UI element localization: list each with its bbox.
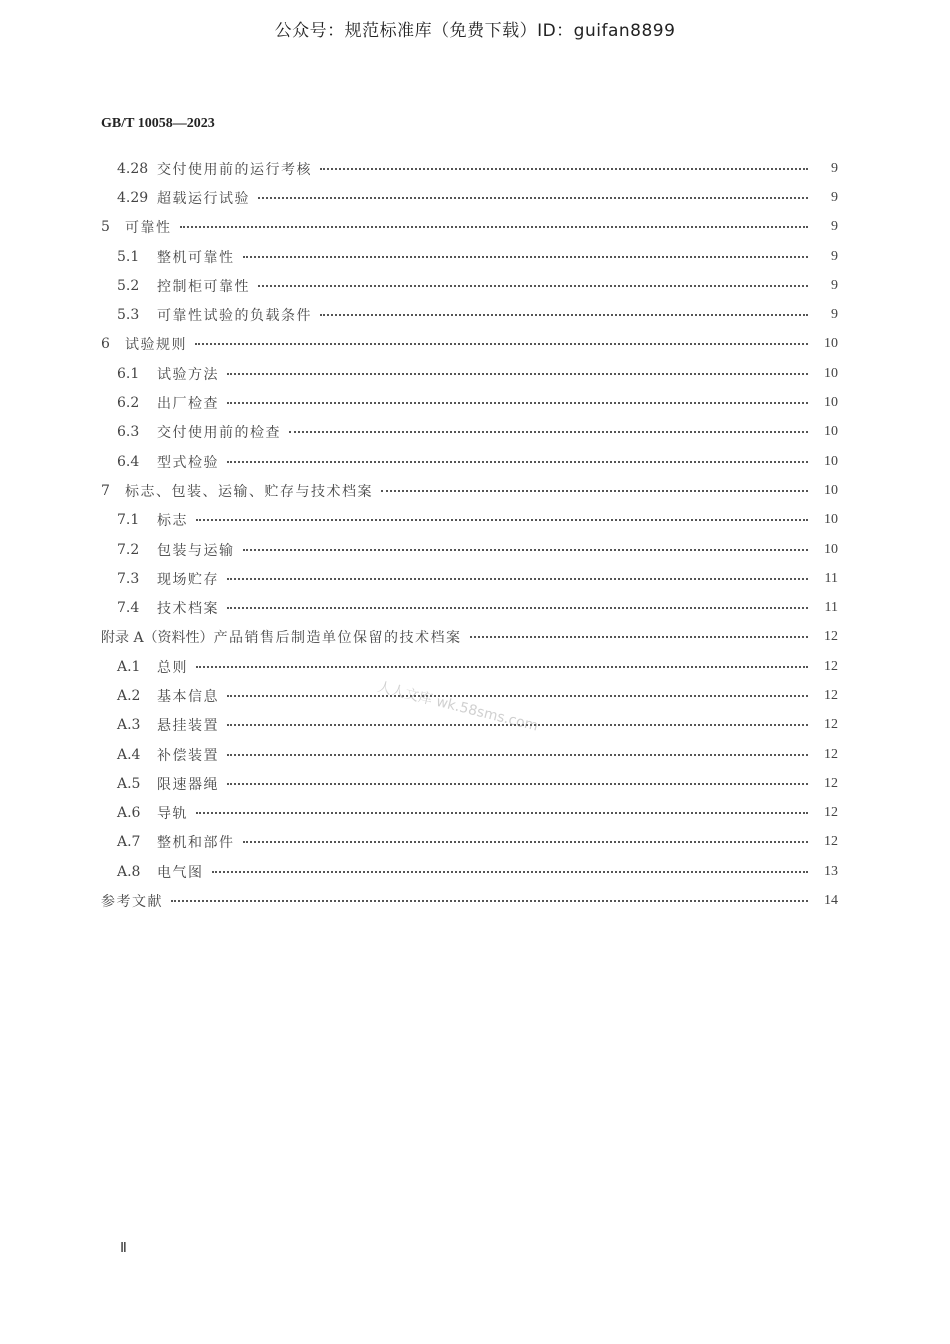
toc-dot-leader — [243, 250, 809, 258]
toc-entry-number: A.2 — [117, 687, 141, 704]
toc-dot-leader — [227, 367, 808, 375]
toc-entry-number: 6.4 — [117, 453, 140, 470]
toc-entry-title: 整机和部件 — [157, 835, 235, 852]
toc-entry-page: 11 — [824, 600, 838, 616]
toc-entry[interactable] — [101, 154, 838, 183]
toc-entry-number: 7.4 — [117, 600, 140, 617]
toc-dot-leader — [320, 162, 808, 170]
toc-entry-page: 12 — [824, 717, 838, 733]
toc-entry-title: 试验方法 — [157, 366, 219, 383]
toc-entry-page: 10 — [824, 424, 838, 440]
toc-entry-number: A.7 — [117, 834, 141, 851]
toc-entry-number: A.8 — [117, 863, 141, 880]
toc-dot-leader — [243, 543, 809, 551]
toc-entry-title: 产品销售后制造单位保留的技术档案 — [213, 630, 462, 647]
toc-entry[interactable] — [101, 857, 838, 886]
toc-entry-page: 12 — [824, 629, 838, 645]
toc-entry-page: 12 — [824, 687, 838, 703]
toc-entry-page: 11 — [824, 570, 838, 586]
toc-entry-title: 标志、包装、运输、贮存与技术档案 — [125, 483, 373, 500]
toc-entry-page: 10 — [824, 365, 838, 381]
toc-dot-leader — [470, 630, 808, 638]
toc-dot-leader — [212, 865, 809, 873]
toc-entry-page: 10 — [824, 336, 838, 352]
toc-entry-title: 技术档案 — [157, 601, 219, 618]
toc-dot-leader — [227, 396, 808, 404]
toc-dot-leader — [196, 806, 808, 814]
toc-entry[interactable] — [101, 799, 838, 828]
toc-dot-leader — [289, 425, 808, 433]
toc-entry[interactable] — [101, 506, 838, 535]
toc-entry[interactable] — [101, 271, 838, 300]
toc-entry-number: A.5 — [117, 775, 141, 792]
toc-entry-page: 12 — [824, 746, 838, 762]
toc-entry-number: A.4 — [117, 746, 141, 763]
toc-entry[interactable] — [101, 300, 838, 329]
toc-entry[interactable] — [101, 535, 838, 564]
toc-entry-page: 9 — [831, 277, 838, 293]
toc-dot-leader — [243, 835, 809, 843]
toc-entry-title: 型式检验 — [157, 454, 219, 471]
page-number: Ⅱ — [120, 1241, 127, 1256]
toc-entry[interactable] — [101, 828, 838, 857]
toc-entry-title: 交付使用前的运行考核 — [157, 161, 312, 178]
toc-entry[interactable] — [101, 476, 838, 505]
toc-dot-leader — [227, 601, 808, 609]
toc-entry-title: 超载运行试验 — [157, 190, 250, 207]
toc-entry-page: 9 — [831, 189, 838, 205]
toc-entry[interactable] — [101, 740, 838, 769]
toc-entry-number: A.1 — [117, 658, 141, 675]
toc-entry-title: 限速器绳 — [157, 776, 219, 793]
toc-entry-page: 9 — [831, 160, 838, 176]
toc-dot-leader — [258, 279, 808, 287]
toc-entry-number: 7.3 — [117, 570, 140, 587]
toc-dot-leader — [195, 337, 808, 345]
toc-dot-leader — [227, 455, 808, 463]
toc-entry[interactable] — [101, 418, 838, 447]
top-banner: 公众号：规范标准库（免费下载）ID：guifan8899 — [274, 21, 676, 41]
toc-entry-number: 5.3 — [117, 307, 140, 324]
toc-dot-leader — [196, 660, 808, 668]
toc-entry-number: 4.28 — [117, 160, 149, 177]
toc-entry-page: 10 — [824, 482, 838, 498]
toc-entry-title: 包装与运输 — [157, 542, 235, 559]
toc-entry-number: 6.2 — [117, 395, 140, 412]
toc-entry-title: 试验规则 — [125, 337, 187, 354]
toc-entry[interactable] — [101, 564, 838, 593]
toc-dot-leader — [320, 308, 808, 316]
toc-entry-number: 4.29 — [117, 189, 149, 206]
toc-entry[interactable] — [101, 652, 838, 681]
standard-code: GB/T 10058—2023 — [101, 116, 215, 131]
toc-entry-title: 标志 — [157, 513, 188, 530]
toc-entry-page: 9 — [831, 307, 838, 323]
toc-entry-number: 附录 A（资料性） — [101, 630, 214, 647]
toc-entry[interactable] — [101, 447, 838, 476]
toc-entry[interactable] — [101, 330, 838, 359]
toc-entry-number: 7 — [101, 482, 110, 499]
toc-entry-number: 7.1 — [117, 512, 140, 529]
toc-entry-title: 补偿装置 — [157, 747, 219, 764]
toc-dot-leader — [171, 894, 808, 902]
toc-entry[interactable] — [101, 388, 838, 417]
toc-entry-page: 10 — [824, 541, 838, 557]
toc-dot-leader — [196, 513, 808, 521]
toc-entry-page: 12 — [824, 805, 838, 821]
toc-entry-number: 6.3 — [117, 424, 140, 441]
toc-entry-number: 5.1 — [117, 248, 140, 265]
toc-entry-page: 14 — [824, 893, 838, 909]
toc-entry[interactable] — [101, 359, 838, 388]
toc-dot-leader — [258, 191, 808, 199]
toc-dot-leader — [180, 220, 809, 228]
table-of-contents — [101, 154, 838, 916]
toc-entry-title: 总则 — [157, 659, 188, 676]
toc-entry-page: 12 — [824, 775, 838, 791]
toc-entry-title: 基本信息 — [157, 688, 219, 705]
toc-entry-number: 6 — [101, 336, 110, 353]
toc-dot-leader — [227, 572, 808, 580]
toc-entry-title: 电气图 — [157, 864, 204, 881]
toc-entry-page: 10 — [824, 453, 838, 469]
watermark: 人人文库 wk.58sms.com — [375, 679, 540, 735]
toc-entry-title: 现场贮存 — [157, 571, 219, 588]
toc-dot-leader — [381, 484, 808, 492]
toc-dot-leader — [227, 777, 808, 785]
toc-entry-title: 出厂检查 — [157, 396, 219, 413]
toc-entry-title: 悬挂装置 — [157, 718, 219, 735]
toc-entry-number: 5 — [101, 219, 110, 236]
toc-entry-number: 6.1 — [117, 365, 140, 382]
toc-entry-page: 12 — [824, 834, 838, 850]
toc-entry-number: A.3 — [117, 717, 141, 734]
toc-entry-number: A.6 — [117, 805, 141, 822]
toc-entry-title: 参考文献 — [101, 894, 163, 911]
toc-entry-number: 7.2 — [117, 541, 140, 558]
toc-dot-leader — [227, 689, 808, 697]
toc-dot-leader — [227, 748, 808, 756]
toc-entry-title: 可靠性试验的负载条件 — [157, 308, 312, 325]
toc-entry-title: 交付使用前的检查 — [157, 425, 281, 442]
toc-entry[interactable] — [101, 769, 838, 798]
toc-entry-page: 9 — [831, 248, 838, 264]
toc-entry-title: 整机可靠性 — [157, 249, 235, 266]
toc-entry[interactable] — [101, 183, 838, 212]
toc-entry[interactable] — [101, 242, 838, 271]
toc-entry-page: 10 — [824, 395, 838, 411]
toc-entry-page: 13 — [824, 863, 838, 879]
toc-entry-title: 导轨 — [157, 806, 188, 823]
toc-entry-page: 9 — [831, 219, 838, 235]
toc-entry[interactable] — [101, 213, 838, 242]
toc-entry-page: 12 — [824, 658, 838, 674]
toc-entry[interactable] — [101, 593, 838, 622]
toc-entry-title: 可靠性 — [125, 220, 172, 237]
toc-entry-title: 控制柜可靠性 — [157, 278, 250, 295]
toc-entry[interactable] — [101, 623, 838, 652]
toc-entry-number: 5.2 — [117, 277, 140, 294]
toc-entry-page: 10 — [824, 512, 838, 528]
toc-entry[interactable] — [101, 886, 838, 915]
